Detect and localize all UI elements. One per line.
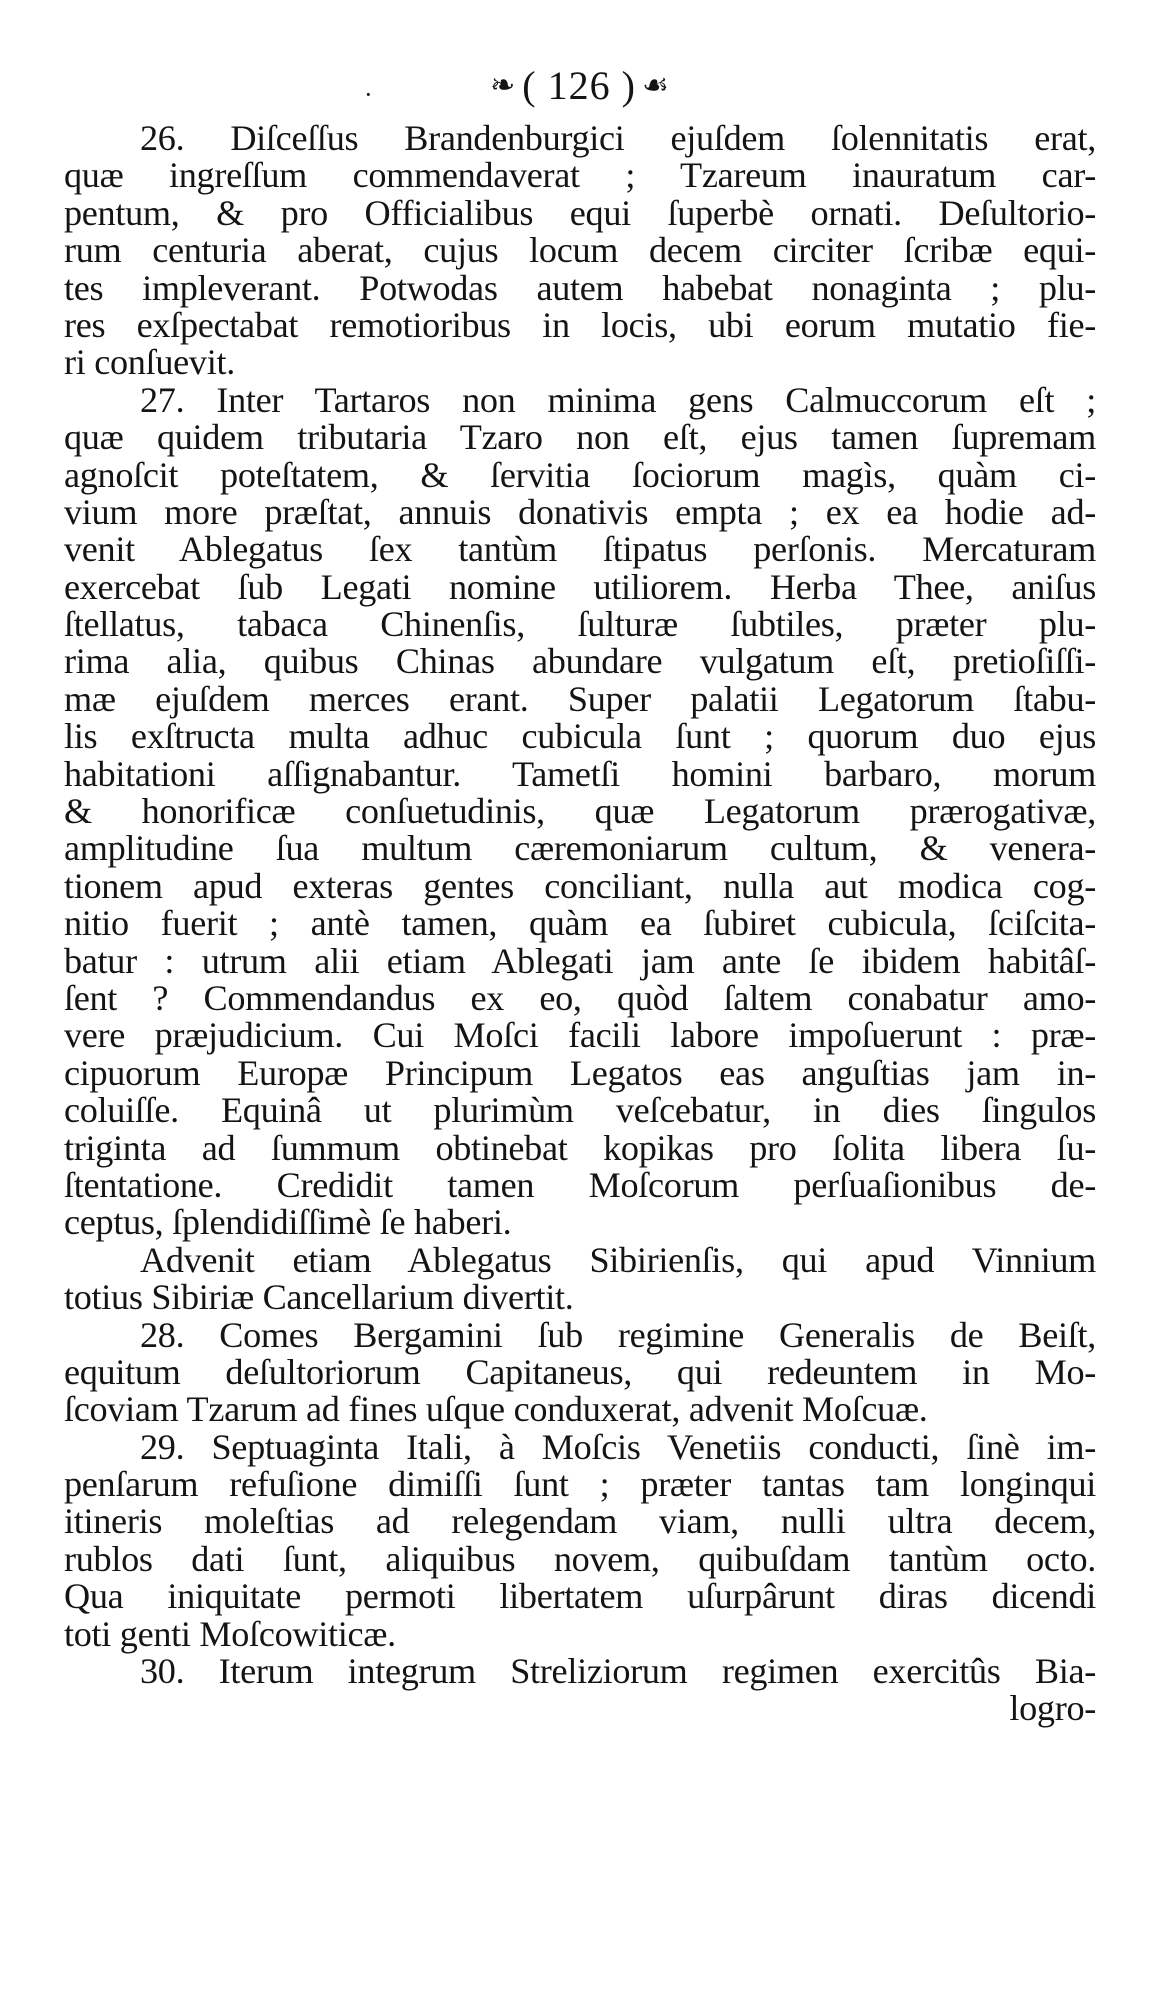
text-line: toti genti Moſcowiticæ.: [64, 1613, 396, 1654]
text-line: ſtentatione. Credidit tamen Moſcorum perſuaſionibus de-: [64, 1164, 1096, 1205]
text-line: tionem apud exteras gentes conciliant, nulla aut modica cog-: [64, 865, 1096, 906]
page-header: [64, 58, 1096, 112]
text-line: 30. Iterum integrum Streliziorum regimen exercitûs Bia-: [140, 1651, 1096, 1692]
text-line: batur : utrum alii etiam Ablegati jam ante ſe ibidem habitâſ-: [64, 940, 1096, 981]
text-line: vium more præſtat, annuis donativis empta ; ex ea hodie ad-: [64, 491, 1096, 532]
text-line: habitationi aſſignabantur. Tametſi homini barbaro, morum: [64, 753, 1096, 794]
book-page: [64, 58, 1096, 1728]
text-line: ceptus, ſplendidiſſimè ſe haberi.: [64, 1202, 512, 1243]
text-line: penſarum refuſione dimiſſi ſunt ; præter tantas tam longinqui: [64, 1464, 1096, 1505]
text-line: tes impleverant. Potwodas autem habebat nonaginta ; plu-: [64, 267, 1096, 308]
text-line: 29. Septuaginta Itali, à Moſcis Venetiis conducti, ſinè im-: [140, 1426, 1096, 1467]
text-line: itineris moleſtias ad relegendam viam, nulli ultra decem,: [64, 1501, 1096, 1542]
text-line: ſent ? Commendandus ex eo, quòd ſaltem conabatur amo-: [64, 977, 1096, 1018]
catchword: logro-: [1009, 1688, 1096, 1729]
text-line: ſcoviam Tzarum ad fines uſque conduxerat, advenit Moſcuæ.: [64, 1389, 928, 1430]
text-line: rublos dati ſunt, aliquibus novem, quibuſdam tantùm octo.: [64, 1538, 1096, 1579]
text-line: amplitudine ſua multum cæremoniarum cultum, & venera-: [64, 828, 1096, 869]
ornament-left-icon: ❧: [490, 68, 517, 102]
text-line: 26. Diſceſſus Brandenburgici ejuſdem ſolennitatis erat,: [140, 118, 1096, 158]
ornament-right-icon: ☙: [641, 68, 670, 102]
text-line: mæ ejuſdem merces erant. Super palatii Legatorum ſtabu-: [64, 678, 1096, 719]
body-text: [64, 120, 1096, 1728]
text-line: ſtellatus, tabaca Chinenſis, ſulturæ ſubtiles, præter plu-: [64, 604, 1096, 645]
text-line: coluiſſe. Equinâ ut plurimùm veſcebatur, in dies ſingulos: [64, 1090, 1096, 1131]
text-line: cipuorum Europæ Principum Legatos eas anguſtias jam in-: [64, 1052, 1096, 1093]
text-line: res exſpectabat remotioribus in locis, ubi eorum mutatio fie-: [64, 304, 1096, 345]
text-line: nitio fuerit ; antè tamen, quàm ea ſubiret cubicula, ſciſcita-: [64, 903, 1096, 944]
text-line: pentum, & pro Officialibus equi ſuperbè ornati. Deſultorio-: [64, 192, 1096, 233]
text-line: equitum deſultoriorum Capitaneus, qui redeuntem in Mo-: [64, 1351, 1096, 1392]
text-line: lis exſtructa multa adhuc cubicula ſunt ; quorum duo ejus: [64, 716, 1096, 757]
text-line: totius Sibiriæ Cancellarium divertit.: [64, 1277, 574, 1318]
page-number: ( 126 ): [522, 62, 636, 108]
text-line: quæ ingreſſum commendaverat ; Tzareum inauratum car-: [64, 155, 1096, 196]
text-line: triginta ad ſummum obtinebat kopikas pro ſolita libera ſu-: [64, 1127, 1096, 1168]
text-line: ri conſuevit.: [64, 342, 235, 383]
text-line: Advenit etiam Ablegatus Sibirienſis, qui apud Vinnium: [140, 1239, 1096, 1280]
text-line: Qua iniquitate permoti libertatem uſurpârunt diras dicendi: [64, 1576, 1096, 1617]
text-line: vere præjudicium. Cui Moſci facili labore impoſuerunt : præ-: [64, 1015, 1096, 1056]
text-line: agnoſcit poteſtatem, & ſervitia ſociorum magìs, quàm ci-: [64, 454, 1096, 495]
text-line: 28. Comes Bergamini ſub regimine Generalis de Beiſt,: [140, 1314, 1096, 1355]
text-line: venit Ablegatus ſex tantùm ſtipatus perſonis. Mercaturam: [64, 529, 1096, 570]
text-line: 27. Inter Tartaros non minima gens Calmuccorum eſt ;: [140, 379, 1096, 420]
text-line: exercebat ſub Legati nomine utiliorem. Herba Thee, aniſus: [64, 566, 1096, 607]
text-line: quæ quidem tributaria Tzaro non eſt, ejus tamen ſupremam: [64, 417, 1096, 458]
text-line: rum centuria aberat, cujus locum decem circiter ſcribæ equi-: [64, 230, 1096, 271]
header-dot: ·: [364, 80, 374, 109]
text-line: rima alia, quibus Chinas abundare vulgatum eſt, pretioſiſſi-: [64, 641, 1096, 682]
text-line: & honorificæ conſuetudinis, quæ Legatorum prærogativæ,: [64, 791, 1096, 832]
